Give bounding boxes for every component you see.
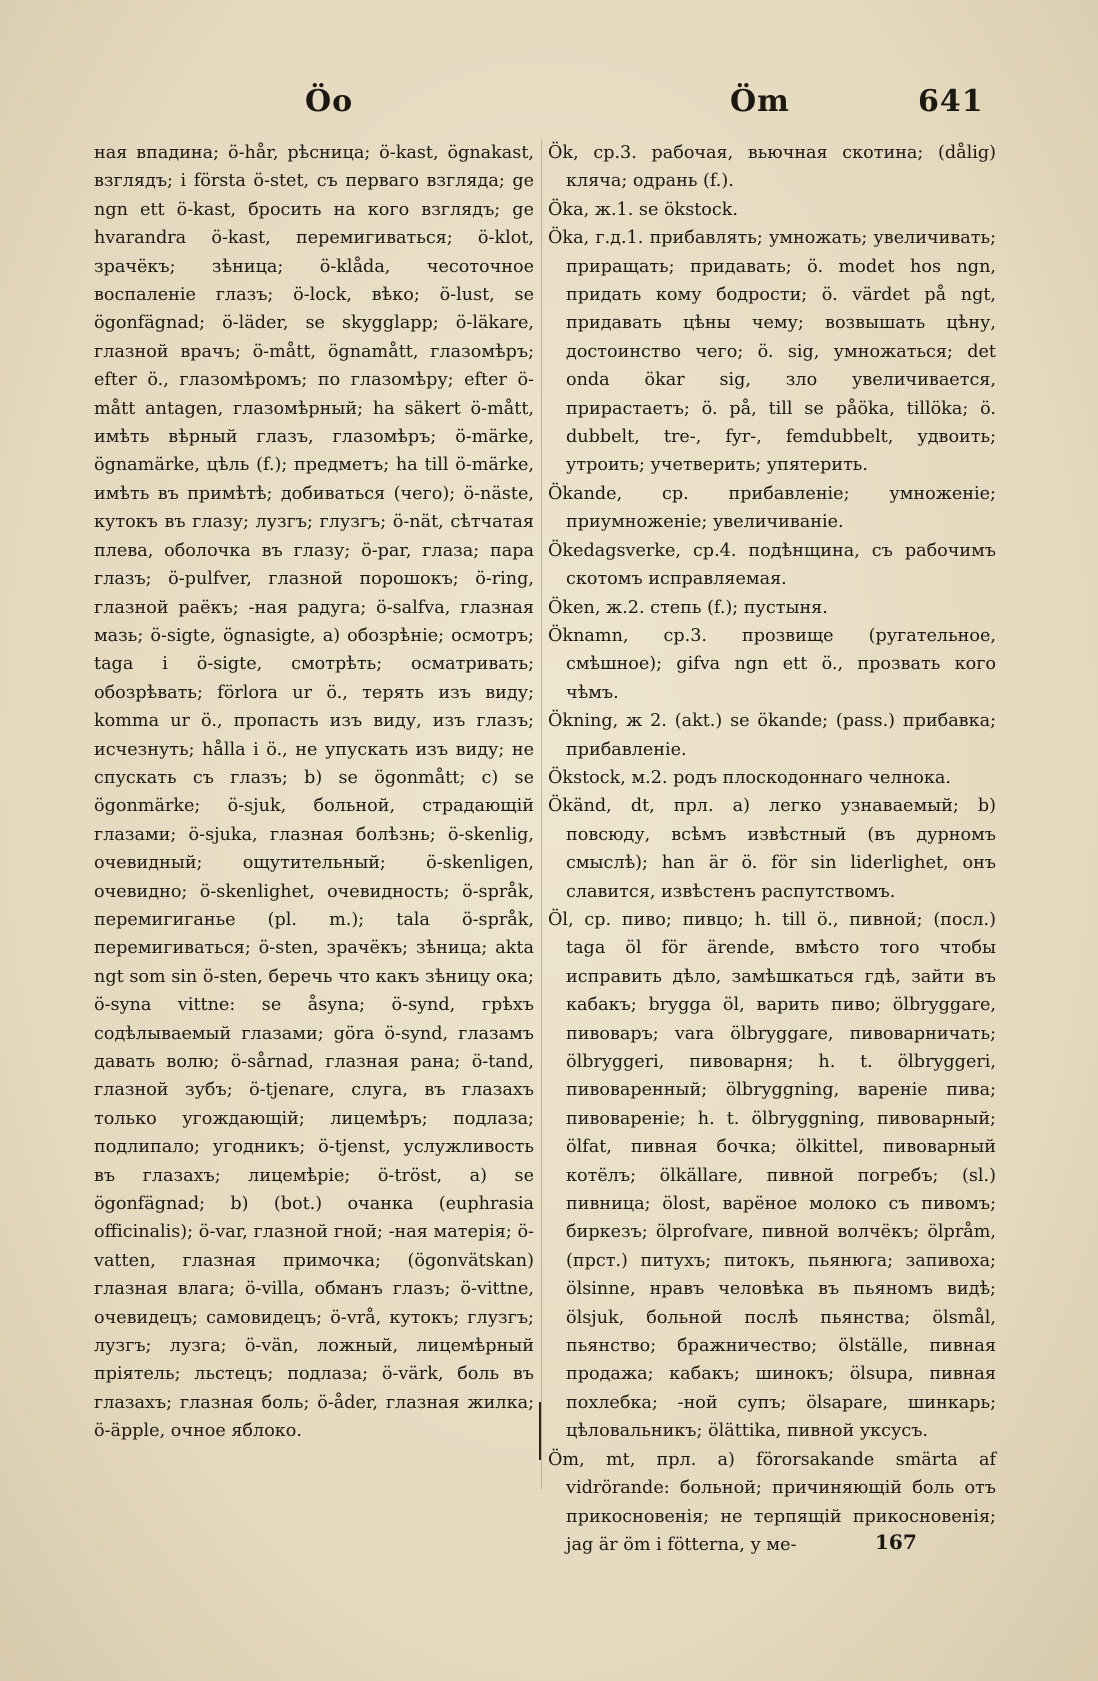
entry-oken: Öken, ж.2. степь (f.); пустыня. (548, 597, 828, 618)
entry-okande: Ökande, ср. прибавленіе; умноженіе; приумноженіе; увеличиваніе. (548, 483, 996, 533)
entry-oka-verb: Öka, г.д.1. прибавлять; умножать; увеличивать; приращать; придавать; ö. modet hos ngn, придать кому бодрости; ö. värdet på ngt, придавать цѣны чему; возвышать цѣну, достоинство чего; ö. sig, умножаться; det onda ökar sig, зло увеличивается, прирастаетъ; ö. på, till se påöka, tillöka; ö. dubbelt, tre-, fyr-, femdubbelt, удвоить; утроить; учетверить; упятерить. (548, 228, 996, 476)
entry-okstock: Ökstock, м.2. родъ плоскодоннаго челнока. (548, 767, 951, 788)
page-number: 641 (918, 84, 984, 119)
entry-oka-noun: Öka, ж.1. se ökstock. (548, 199, 739, 220)
left-column (94, 139, 534, 1446)
left-guide-word: Öo (305, 84, 354, 119)
signature-mark: 167 (875, 1530, 917, 1554)
entry-okning: Ökning, ж 2. (akt.) se ökande; (pass.) прибавка; прибавленіе. (548, 711, 996, 760)
entry-ol: Öl, ср. пиво; пивцо; h. till ö., пивной; (посл.) taga öl för ärende, вмѣсто того чтобы исправить дѣло, замѣшкаться гдѣ, зайти въ кабакъ; brygga öl, варить пиво; ölbryggare, пивоваръ; vara ölbryggare, пивоварничать; ölbryggeri, пивоварня; h. t. ölbryggeri, пивоваренный; ölbryggning, вареніе пива; пивовареніе; h. t. ölbryggning, пивоварный; ölfat, пивная бочка; ölkittel, пивоварный котёлъ; ölkällare, пивной погребъ; (sl.) пивница; ölost, варёное молоко съ пивомъ; биркезъ; ölprofvare, пивной волчёкъ; ölpråm, (прст.) питухъ; питокъ, пьянюга; запивоха; ölsinne, нравъ человѣка въ пьяномъ видѣ; ölsjuk, больной послѣ пьянства; ölsmål, пьянство; бражничество; ölställe, пивная продажа; кабакъ; шинокъ; ölsupa, пивная похлебка; -ной супъ; ölsapare, шинкарь; цѣловальникъ; ölättika, пивной уксусъ. (548, 909, 996, 1442)
right-guide-word: Öm (730, 84, 790, 119)
entry-okedagsverke: Ökedagsverke, ср.4. подѣнщина, съ рабочимъ скотомъ исправляемая. (548, 540, 996, 590)
entry-paragraph: ная впадина; ö-hår, рѣсница; ö-kast, ögnakast, взглядъ; i första ö-stet, съ перваго взгляда; ge ngn ett ö-kast, бросить на кого взглядъ; ge hvarandra ö-kast, перемигиваться; ö-klot, зрачёкъ; зѣница; ö-klåda, чесоточное воспаленіе глазъ; ö-lock, вѣко; ö-lust, se ögonfägnad; ö-läder, se skygglapp; ö-läkare, глазной врачъ; ö-mått, ögnamått, глазомѣръ; efter ö., глазомѣромъ; по глазомѣру; efter ö-mått antagen, глазомѣрный; ha säkert ö-mått, имѣть вѣрный глазъ, глазомѣръ; ö-märke, ögnamärke, цѣль (f.); предметъ; ha till ö-märke, имѣть въ примѣтѣ; добиваться (чего); ö-näste, кутокъ въ глазу; лузгъ; глузгъ; ö-nät, сѣтчатая плева, оболочка въ глазу; ö-par, глаза; пара глазъ; ö-pulfver, глазной порошокъ; ö-ring, глазной раёкъ; -ная радуга; ö-salfva, глазная мазь; ö-sigte, ögnasigte, a) обозрѣніе; осмотръ; taga i ö-sigte, смотрѣть; осматривать; обозрѣвать; förlora ur ö., терять изъ виду; komma ur ö., пропасть изъ виду, изъ глазъ; исчезнуть; hålla i ö., не упускать изъ виду; не спускать съ глазъ; b) se ögonmått; c) se ögonmärke; ö-sjuk, больной, страдающій глазами; ö-sjuka, глазная болѣзнь; ö-skenlig, очевидный; ощутительный; ö-skenligen, очевидно; ö-skenlighet, очевидность; ö-språk, перемигиганье (pl. m.); tala ö-språk, перемигиваться; ö-sten, зрачёкъ; зѣница; akta ngt som sin ö-sten, беречь что какъ зѣницу ока; ö-syna vittne: se åsyna; ö-synd, грѣхъ содѣлываемый глазами; göra ö-synd, глазамъ давать волю; ö-sårnad, глазная рана; ö-tand, глазной зубъ; ö-tjenare, слуга, въ глазахъ только угождающій; лицемѣръ; подлаза; подлипало; угодникъ; ö-tjenst, услужливость въ глазахъ; лицемѣріе; ö-tröst, a) se ögonfägnad; b) (bot.) очанка (euphrasia officinalis); ö-var, глазной гной; -ная матерія; ö-vatten, глазная примочка; (ögonvätskan) глазная влага; ö-villa, обманъ глазъ; ö-vittne, очевидецъ; самовидецъ; ö-vrå, кутокъ; глузгъ; лузгъ; лузга; ö-vän, ложный, лицемѣрный пріятель; льстецъ; подлаза; ö-värk, боль въ глазахъ; глазная боль; ö-åder, глазная жилка; ö-äpple, очное яблоко. (94, 143, 534, 1442)
entry-okand: Ökänd, dt, прл. a) легко узнаваемый; b) повсюду, всѣмъ извѣстный (въ дурномъ смыслѣ); han är ö. för sin liderlighet, онъ славится, извѣстенъ распутствомъ. (548, 796, 996, 902)
entry-om: Öm, mt, прл. a) förorsakande smärta af vidrörande: больной; причиняющій боль отъ прикосновенія; не терпящій прикосновенія; jag är öm i fötterna, у ме- (548, 1449, 996, 1555)
entry-ok: Ök, ср.3. рабочая, вьючная скотина; (dålig) кляча; одрань (f.). (548, 143, 996, 192)
right-column (548, 139, 996, 1559)
entry-oknamn: Öknamn, ср.3. прозвище (ругательное, смѣшное); gifva ngn ett ö., прозвать кого чѣмъ. (548, 625, 996, 703)
margin-mark (539, 1402, 541, 1460)
column-divider (541, 139, 542, 1489)
